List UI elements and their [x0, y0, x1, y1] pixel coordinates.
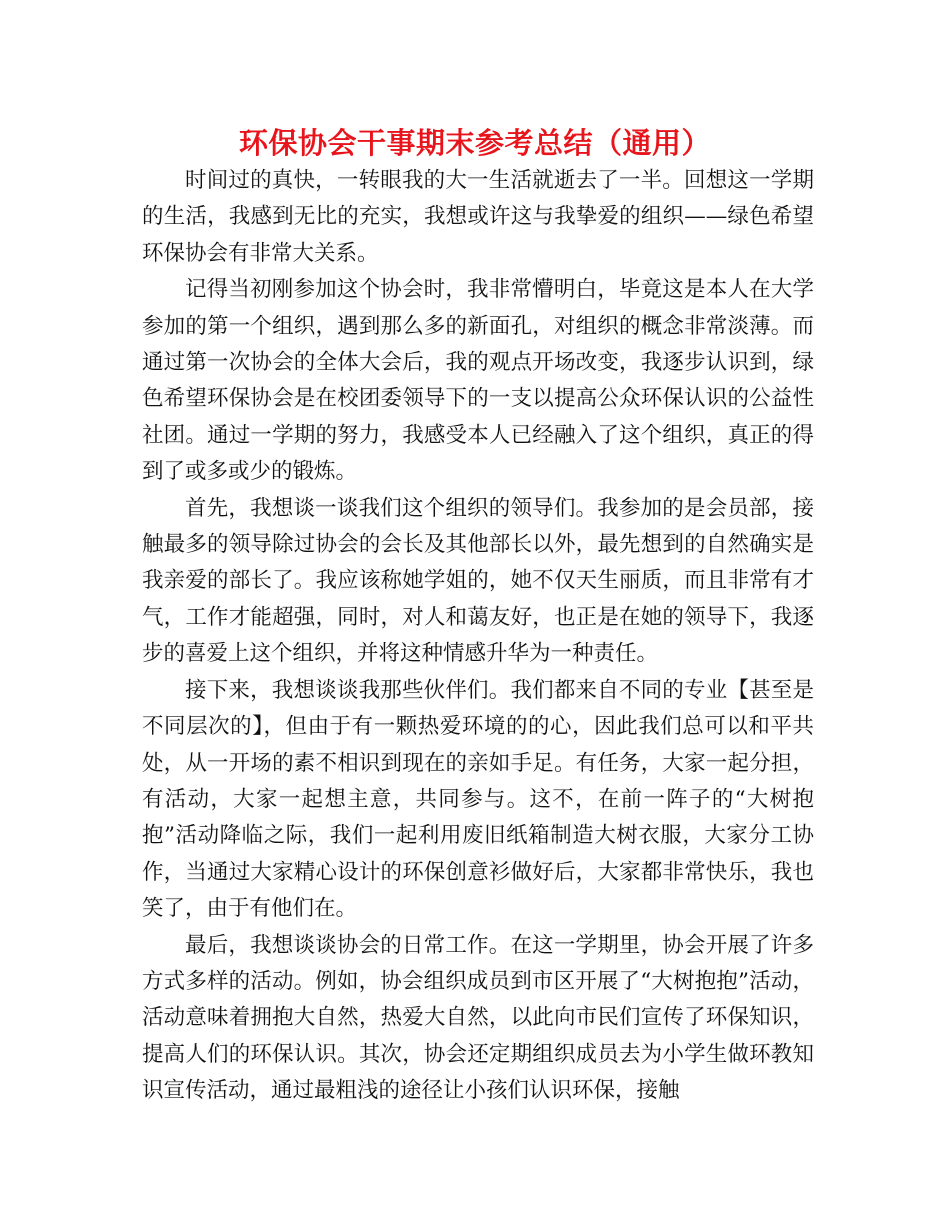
document-body — [142, 163, 814, 1110]
document-title: 环保协会干事期末参考总结（通用） — [238, 126, 711, 160]
paragraph-intro: 时间过的真快，一转眼我的大一生活就逝去了一半。回想这一学期的生活，我感到无比的充实，我想或许这与我挚爱的组织——绿色希望环保协会有非常大关系。 — [142, 168, 814, 266]
paragraph-joining: 记得当初刚参加这个协会时，我非常懵明白，毕竟这是本人在大学参加的第一个组织，遇到那么多的新面孔，对组织的概念非常淡薄。而通过第一次协会的全体大会后，我的观点开场改变，我逐步认识到，绿色希望环保协会是在校团委领导下的一支以提高公众环保认识的公益性社团。通过一学期的努力，我感受本人已经融入了这个组织，真正的得到了或多或少的锻炼。 — [142, 277, 814, 485]
paragraph-leaders: 首先，我想谈一谈我们这个组织的领导们。我参加的是会员部，接触最多的领导除过协会的会长及其他部长以外，最先想到的自然确实是我亲爱的部长了。我应该称她学姐的，她不仅天生丽质，而且非常有才气，工作才能超强，同时，对人和蔼友好，也正是在她的领导下，我逐步的喜爱上这个组织，并将这种情感升华为一种责任。 — [142, 495, 814, 667]
paragraph-daily-work: 最后，我想谈谈协会的日常工作。在这一学期里，协会开展了许多方式多样的活动。例如，协会组织成员到市区开展了“大树抱抱”活动，活动意味着拥抱大自然，热爱大自然，以此向市民们宣传了环保知识，提高人们的环保认识。其次，协会还定期组织成员去为小学生做环教知识宣传活动，通过最粗浅的途径让小孩们认识环保，接触 — [142, 932, 814, 1104]
paragraph-partners: 接下来，我想谈谈我那些伙伴们。我们都来自不同的专业【甚至是不同层次的】，但由于有一颗热爱环境的的心，因此我们总可以和平共处，从一开场的素不相识到现在的亲如手足。有任务，大家一起分担，有活动，大家一起想主意，共同参与。这不，在前一阵子的“大树抱抱”活动降临之际，我们一起利用废旧纸箱制造大树衣服，大家分工协作，当通过大家精心设计的环保创意衫做好后，大家都非常快乐，我也笑了，由于有他们在。 — [142, 677, 814, 922]
